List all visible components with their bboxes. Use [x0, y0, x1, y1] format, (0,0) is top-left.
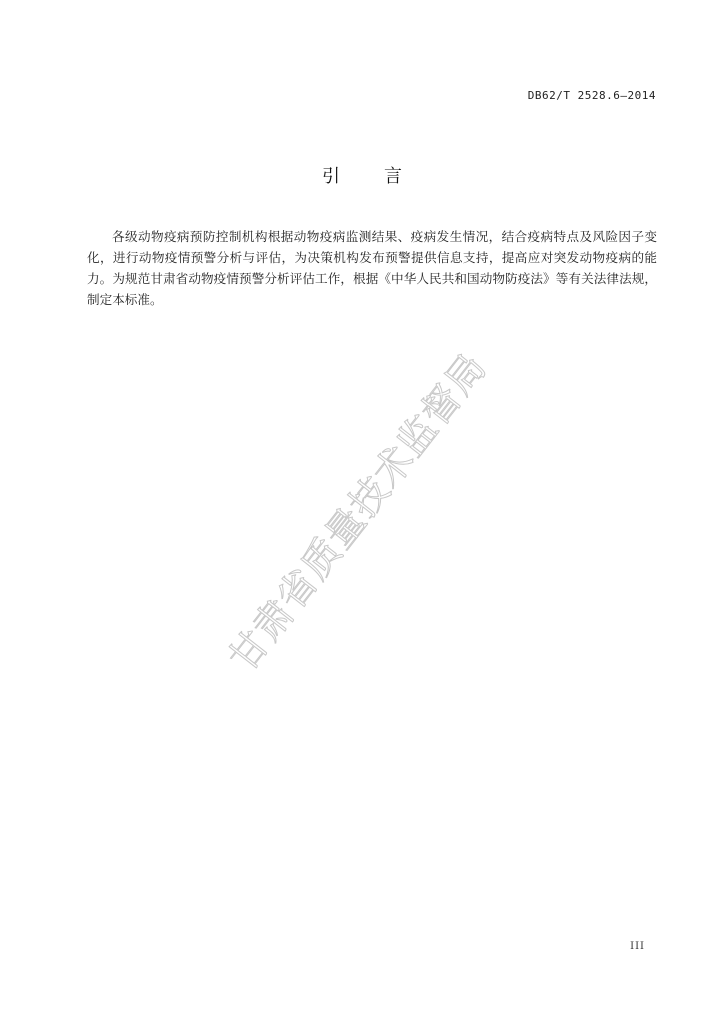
watermark-text: 甘肃省质量技术监督局	[220, 344, 496, 680]
standard-code: DB62/T 2528.6—2014	[527, 89, 656, 102]
section-title: 引言	[322, 166, 446, 187]
body-paragraph: 各级动物疫病预防控制机构根据动物疫病监测结果、疫病发生情况，结合疫病特点及风险因子变化，进行动物疫情预警分析与评估，为决策机构发布预警提供信息支持，提高应对突发动物疫病的能力。为规范甘肃省动物疫情预警分析评估工作，根据《中华人民共和国动物防疫法》等有关法律法规，制定本标准。	[87, 229, 657, 307]
page-number: III	[630, 941, 645, 952]
